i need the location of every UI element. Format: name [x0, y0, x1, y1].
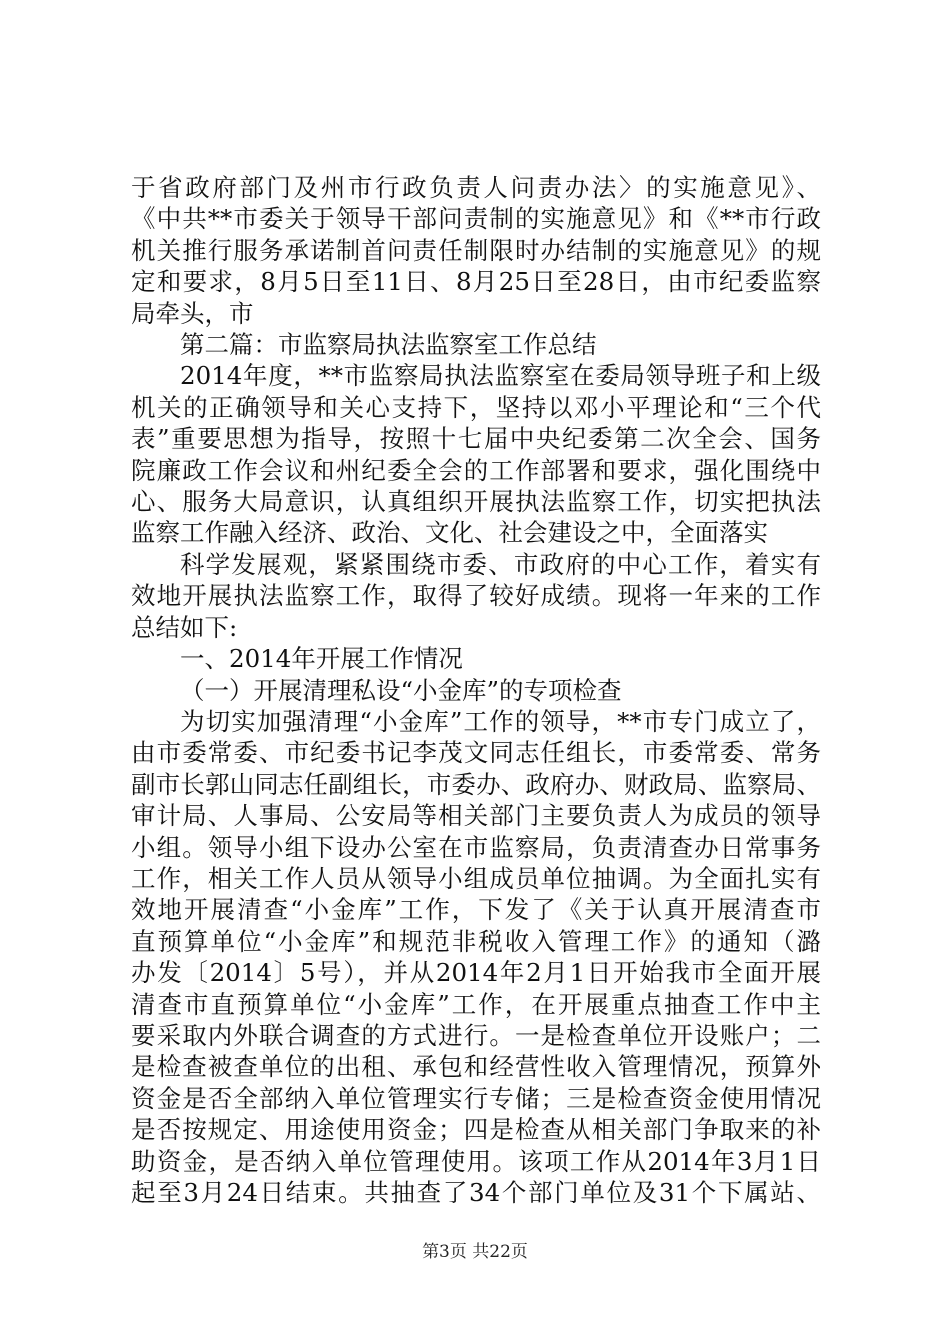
text-line: 表”重要思想为指导，按照十七届中央纪委第二次全会、国务 [131, 424, 821, 453]
text-line: 局牵头，市 [131, 299, 254, 328]
text-line: 是否按规定、用途使用资金；四是检查从相关部门争取来的补 [131, 1115, 821, 1144]
text-line: 机关推行服务承诺制首问责任制限时办结制的实施意见》的规 [131, 236, 821, 265]
text-line: 是检查被查单位的出租、承包和经营性收入管理情况，预算外 [131, 1052, 821, 1081]
text-line: 由市委常委、市纪委书记李茂文同志任组长，市委常委、常务 [131, 738, 821, 767]
text-line: 为切实加强清理“小金库”工作的领导，**市专门成立了， [180, 707, 821, 736]
section-heading: 一、2014年开展工作情况 [180, 644, 463, 673]
text-line: 工作，相关工作人员从领导小组成员单位抽调。为全面扎实有 [131, 864, 821, 893]
text-line: 要采取内外联合调查的方式进行。一是检查单位开设账户；二 [131, 1021, 821, 1050]
text-line: 清查市直预算单位“小金库”工作，在开展重点抽查工作中主 [131, 990, 821, 1019]
subsection-heading: （一）开展清理私设“小金库”的专项检查 [180, 676, 622, 705]
text-line: 效地开展清查“小金库”工作，下发了《关于认真开展清查市 [131, 895, 821, 924]
text-line: 《中共**市委关于领导干部问责制的实施意见》和《**市行政 [131, 204, 821, 233]
text-line: 机关的正确领导和关心支持下，坚持以邓小平理论和“三个代 [131, 393, 821, 422]
text-line: 资金是否全部纳入单位管理实行专储；三是检查资金使用情况 [131, 1084, 821, 1113]
text-line: 定和要求，8月5日至11日、8月25日至28日，由市纪委监察 [131, 267, 821, 296]
text-line: 于省政府部门及州市行政负责人问责办法〉的实施意见》、 [131, 173, 821, 202]
text-line: 起至3月24日结束。共抽查了34个部门单位及31个下属站、 [131, 1178, 821, 1207]
page-number-footer: 第3页 共22页 [422, 1242, 528, 1262]
text-line: 总结如下: [131, 613, 238, 642]
text-line: 办发〔2014〕5号），并从2014年2月1日开始我市全面开展 [131, 958, 821, 987]
text-line: 科学发展观，紧紧围绕市委、市政府的中心工作，着实有 [180, 550, 821, 579]
text-line: 助资金，是否纳入单位管理使用。该项工作从2014年3月1日 [131, 1147, 821, 1176]
text-line: 2014年度，**市监察局执法监察室在委局领导班子和上级 [180, 361, 821, 390]
text-line: 小组。领导小组下设办公室在市监察局，负责清查办日常事务 [131, 833, 821, 862]
text-line: 院廉政工作会议和州纪委全会的工作部署和要求，强化围绕中 [131, 456, 821, 485]
text-line: 心、服务大局意识，认真组织开展执法监察工作，切实把执法 [131, 487, 821, 516]
text-line: 效地开展执法监察工作，取得了较好成绩。现将一年来的工作 [131, 581, 821, 610]
text-line: 副市长郭山同志任副组长，市委办、政府办、财政局、监察局、 [131, 770, 821, 799]
text-line: 监察工作融入经济、政治、文化、社会建设之中，全面落实 [131, 518, 768, 547]
text-line: 直预算单位“小金库”和规范非税收入管理工作》的通知（潞 [131, 927, 821, 956]
section-heading: 第二篇：市监察局执法监察室工作总结 [180, 330, 597, 359]
text-line: 审计局、人事局、公安局等相关部门主要负责人为成员的领导 [131, 801, 821, 830]
